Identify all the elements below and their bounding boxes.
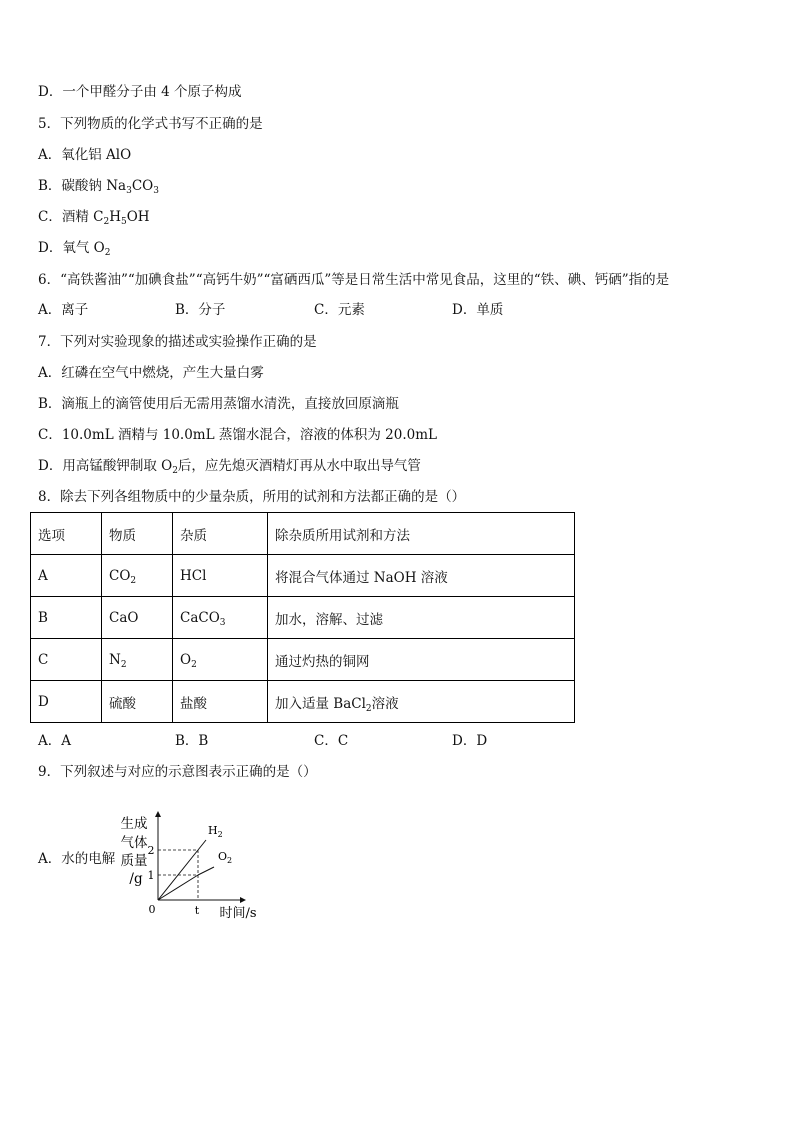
cell-substance [102,639,173,681]
cell-impurity [173,597,268,639]
formula-subscript: 2 [120,659,127,670]
electrolysis-chart [100,810,270,925]
cell-option: C [31,639,102,681]
q6-options [38,301,758,319]
origin-label: 0 [148,903,156,916]
option-text: 后，应先熄灭酒精灯再从水中取出导气管 [177,458,421,474]
cell-impurity [173,639,268,681]
formula-subscript: 3 [126,186,132,196]
formula-subscript: 5 [120,217,127,227]
option-label: B．碳酸钠 [38,178,107,194]
q6-option-b: B．分子 [175,302,226,318]
x-tick-label: t [194,904,200,917]
method-text: 将混合气体通过 NaOH 溶液 [275,569,448,586]
cell-option: A [31,555,102,597]
q9-option-a-label: A．水的电解 [38,851,116,867]
formula-part: CaO [109,609,139,626]
formula-part: OH [126,209,150,225]
option-label: D．氧气 [38,240,94,256]
q8-option-b: B．B [175,733,209,749]
q8-answer-options [38,732,758,750]
y-tick-label: 2 [147,844,155,857]
q7-stem: 7．下列对实验现象的描述或实验操作正确的是 [38,334,317,350]
series-label-h2 [208,824,223,839]
q6-option-a: A．离子 [38,302,89,318]
method-text: 加入适量 BaCl [275,695,366,712]
formula-subscript: 3 [153,186,159,196]
formula-part: 硫酸 [109,695,136,712]
series-line-o2-extension [198,867,214,875]
x-axis-label: 时间/s [219,906,257,921]
series-line-h2-extension [198,840,206,850]
q8-stem: 8．除去下列各组物质中的少量杂质，所用的试剂和方法都正确的是（） [38,489,466,505]
header-cell-method: 除杂质所用试剂和方法 [268,513,575,555]
y-axis-label-line: 生成 [120,816,148,832]
q8-table [30,512,575,723]
option-label: C．酒精 [38,209,94,225]
formula-subscript: 2 [103,217,110,227]
q5-option-d [38,239,110,257]
table-row [31,681,575,723]
method-text: 通过灼热的铜网 [275,653,370,670]
series-label-subscript: 2 [217,830,223,839]
y-axis-label-line: /g [129,871,143,887]
formula-part: CaCO [180,609,220,626]
y-axis-label-line: 气体 [120,835,148,851]
formula-part: 盐酸 [180,695,207,712]
table-header-row [31,513,575,555]
q8-option-c: C．C [314,733,349,749]
q8-option-d: D．D [452,733,488,749]
q6-option-d: D．单质 [452,302,504,318]
series-label-subscript: 2 [227,856,233,865]
header-cell-option: 选项 [31,513,102,555]
header-cell-impurity: 杂质 [173,513,268,555]
cell-substance [102,555,173,597]
q5-stem: 5．下列物质的化学式书写不正确的是 [38,116,263,132]
q6-stem: 6．“高铁酱油”“加碘食盐”“高钙牛奶”“富硒西瓜”等是日常生活中常见食品，这里的“铁、碘、钙硒”指的是 [38,272,670,288]
q5-option-c [38,208,150,226]
cell-substance [102,681,173,723]
formula-subscript: 2 [104,248,111,258]
q8-option-a: A．A [38,733,71,749]
formula-part: Na [106,178,127,194]
series-label-main: O [218,850,228,863]
y-tick-label: 1 [147,869,155,882]
formula-part: H [109,209,121,225]
formula-subscript: 2 [172,466,178,476]
formula-part: N [109,651,121,668]
series-line-o2 [158,875,198,900]
y-axis-label-line: 质量 [120,853,148,869]
table-row [31,639,575,681]
formula-subscript: 2 [130,575,137,586]
cell-impurity [173,681,268,723]
cell-impurity [173,555,268,597]
cell-substance [102,597,173,639]
formula: AlO [106,147,132,163]
q7-option-a: A．红磷在空气中燃烧，产生大量白雾 [38,365,264,381]
q9-stem: 9．下列叙述与对应的示意图表示正确的是（） [38,764,317,780]
series-label-o2 [218,850,232,865]
cell-option: D [31,681,102,723]
cell-option: B [31,597,102,639]
q5-option-a [38,146,131,164]
cell-method [268,597,575,639]
q7-option-d [38,457,421,475]
q4-option-d: D．一个甲醛分子由 4 个原子构成 [38,84,242,100]
formula-part: CO [131,178,154,194]
option-label: A．氧化铝 [38,147,107,163]
formula-part: O [93,240,105,256]
header-cell-substance: 物质 [102,513,173,555]
q7-option-c: C．10.0mL 酒精与 10.0mL 蒸馏水混合，溶液的体积为 20.0mL [38,427,437,443]
table-row [31,555,575,597]
formula-subscript: 3 [219,617,226,628]
table-row [31,597,575,639]
formula-part: O [180,651,192,668]
cell-method [268,639,575,681]
q7-option-b: B．滴瓶上的滴管使用后无需用蒸馏水清洗，直接放回原滴瓶 [38,396,399,412]
formula-subscript: 2 [365,703,372,714]
cell-method [268,681,575,723]
method-text: 溶液 [371,695,399,712]
formula-part: CO [109,567,131,584]
formula-subscript: 2 [191,659,197,670]
cell-method [268,555,575,597]
series-label-main: H [208,824,218,837]
q6-option-c: C．元素 [314,302,365,318]
option-text: D．用高锰酸钾制取 O [38,458,173,474]
formula-part: C [93,209,104,225]
method-text: 加水，溶解、过滤 [275,611,383,628]
formula-part: HCl [180,567,207,584]
q5-option-b [38,177,159,195]
